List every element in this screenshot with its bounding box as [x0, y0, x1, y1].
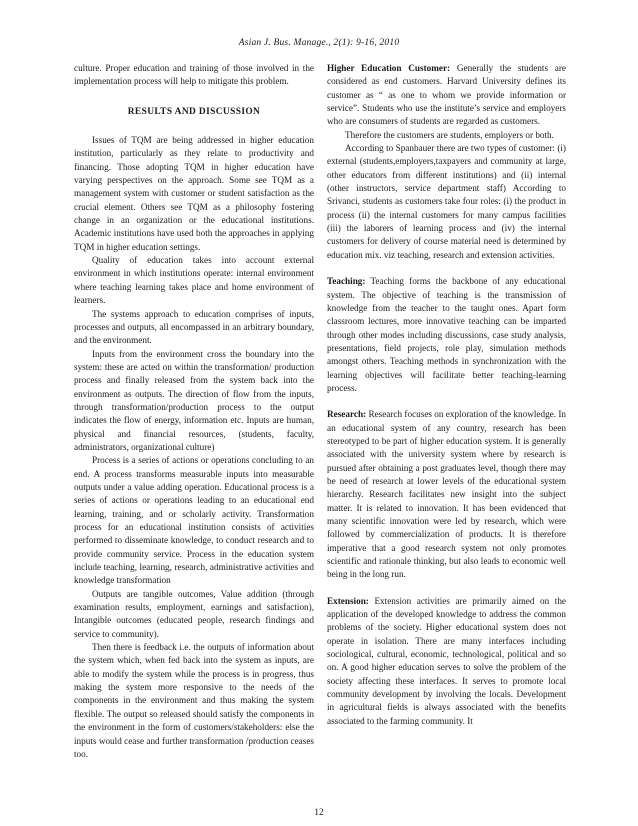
right-column	[327, 62, 566, 728]
paragraph-feedback: Then there is feedback i.e. the outputs of information about the system which, when fed back into the system as inputs, are able to modify the system while the process is in progress, thus making the system more responsive to the needs of the components in the environment and thus making the system flexible. The output so released should satisfy the components in the environment in the form of customers/stakeholders: else the inputs would cease and further transformation /production ceases too.	[74, 642, 314, 759]
paragraph-systems: The systems approach to education comprises of inputs, processes and outputs, all encompassed in an arbitrary boundary, and the environment.	[74, 308, 314, 346]
page-number: 12	[314, 808, 324, 818]
paragraph-intro: culture. Proper education and training of those involved in the implementation process will help to mitigate this problem.	[74, 63, 314, 87]
section-heading: RESULTS AND DISCUSSION	[127, 106, 261, 117]
teaching-heading: Teaching:	[327, 276, 366, 287]
teaching-text: Teaching forms the backbone of any educational system. The objective of teaching is the transmission of knowledge from the teacher to the taught ones. Apart form classroom lectures, more innovative teaching can be imparted through other modes including discussions, case study analysis, presentations, field projects, role play, simulation methods amongst others. Teaching methods in synchronization with the learning objectives will facilitate better teaching-learning process.	[327, 276, 566, 393]
customer-heading: Higher Education Customer:	[327, 63, 451, 73]
left-column	[74, 62, 314, 761]
paragraph-quality: Quality of education takes into account external environment in which institutions operate: internal environment where teaching learning takes place and home environment of learners.	[74, 255, 314, 306]
extension-heading: Extension:	[327, 595, 369, 606]
paragraph-process: Process is a series of actions or operations concluding to an end. A process transforms measurable inputs into measurable outputs under a value adding operation. Educational process is a series of actions or operations leading to an educational end learning, training, and or scholarly activity. Transformation process for an educational institution consists of activities performed to disseminate knowledge, to conduct research and to provide community service. Process in the education system include teaching, learning, research, administrative activities and knowledge transformation	[74, 455, 314, 586]
paragraph-teaching	[327, 275, 566, 395]
paragraph-outputs: Outputs are tangible outcomes, Value addition (through examination results, employment, earnings and satisfaction), Intangible outcomes (educated people, research findings and service to community).	[74, 588, 314, 639]
paragraph-tqm: Issues of TQM are being addressed in higher education institution, particularly as they relate to productivity and financing. Those adopting TQM in higher education have varying perspectives on the approach. Some see TQM as a management system with customer or student satisfaction as the crucial element. Others see TQM as a philosophy fostering change in an organization or the educational institutions. Academic institutions have used both the approaches in applying TQM in higher education settings.	[74, 135, 314, 252]
paragraph-extension	[327, 595, 566, 728]
running-title: Asian J. Bus. Manage., 2(1): 9-16, 2010	[238, 38, 400, 48]
paragraph-therefore: Therefore the customers are students, employers or both.	[345, 129, 554, 140]
paragraph-research	[327, 408, 566, 581]
research-text: Research focuses on exploration of the knowledge. In an educational system of any country, research has been stereotyped to be part of higher education system. It is generally associated with the university system where by research is pursued after obtaining a post graduates level, though there may be need of research at lower levels of the educational system hierarchy. Research facilitates new insight into the subject matter. It is related to innovation. It has been evidenced that many scientific innovation were led by research, which were followed by commercialization of products. It is therefore imperative that a good research system not only promotes scientific and rationale thinking, but also leads to economic well being in the long run.	[327, 409, 567, 580]
paragraph-spanbauer: According to Spanbauer there are two types of customer: (i) external (students,employers,taxpayers and community at large, other educators from different institutions) and (ii) internal (other instructors, service department staff) According to Srivanci, students as customers take four roles: (i) the product in process (ii) the internal customers for many campus facilities (iii) the laborers of learning process and (iv) the internal customers for delivery of course material need is determined by education mix. viz teaching, research and extension activities.	[327, 143, 566, 260]
paragraph-inputs: Inputs from the environment cross the boundary into the system: these are acted on within the transformation/ production process and finally released from the system back into the environment as outputs. The direction of flow from the inputs, through transformation/production process to the output indicates the flow of energy, information etc. Inputs are human, physical and financial resources, (students, faculty, administrators, organizational culture)	[74, 348, 314, 452]
paragraph-customer	[327, 62, 566, 129]
customer-text: Generally the students are considered as end customers. Harvard University defines its customer as “ as one to whom we provide information or service”. Students who use the institute’s service and employers who are consumers of students are regarded as customers.	[327, 63, 567, 127]
research-heading: Research:	[327, 409, 367, 420]
extension-text: Extension activities are primarily aimed on the application of the developed knowledge to address the common problems of the society. Higher educational system does not operate in isolation. There are many interfaces including sociological, cultural, economic, technological, political and so on. A good higher education serves to solve the problem of the society affecting these interfaces. It serves to promote local community development by involving the locals. Development in agricultural fields is always associated with the benefits associated to the farming community. It	[327, 595, 566, 726]
